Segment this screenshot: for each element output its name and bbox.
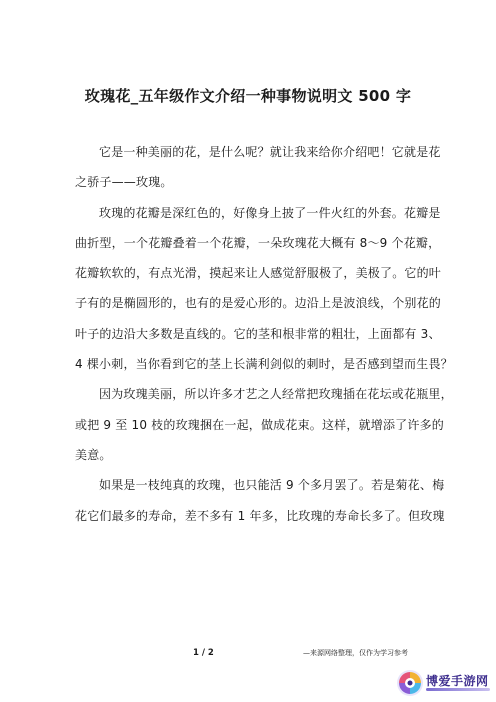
body-line: 4 棵小刺，当你看到它的茎上长满利剑似的刺时，是否感到望而生畏？ xyxy=(75,357,453,372)
source-note: —来源网络整理，仅作为学习参考 xyxy=(303,649,408,657)
document-body xyxy=(75,137,453,531)
body-line: 如果是一枝纯真的玫瑰，也只能活 9 个多月罢了。若是菊花、梅 xyxy=(99,478,445,493)
page-number: 1 / 2 xyxy=(193,648,214,658)
body-line: 曲折型，一个花瓣叠着一个花瓣，一朵玫瑰花大概有 8～9 个花瓣， xyxy=(75,235,441,250)
logo-text: 博爱手游网 xyxy=(426,674,489,688)
body-line: 美意。 xyxy=(75,447,112,462)
body-line: 子有的是椭圆形的，也有的是爱心形的。边沿上是波浪线，个别花的 xyxy=(75,296,442,311)
body-line: 叶子的边沿大多数是直线的。它的茎和根非常的粗壮，上面都有 3、 xyxy=(75,326,441,341)
body-line: 之骄子——玫瑰。 xyxy=(75,175,173,190)
body-line: 或把 9 至 10 枝的玫瑰捆在一起，做成花束。这样，就增添了许多的 xyxy=(75,417,444,432)
site-logo[interactable] xyxy=(392,665,496,702)
logo-icon xyxy=(396,669,424,697)
body-line: 花瓣软软的，有点光滑，摸起来让人感觉舒服极了，美极了。它的叶 xyxy=(75,266,442,281)
body-line: 因为玫瑰美丽，所以许多才艺之人经常把玫瑰插在花坛或花瓶里， xyxy=(99,387,453,402)
body-line: 玫瑰的花瓣是深红色的，好像身上披了一件火红的外套。花瓣是 xyxy=(99,205,441,220)
page-footer xyxy=(0,646,496,660)
body-line: 花它们最多的寿命，差不多有 1 年多，比玫瑰的寿命长多了。但玫瑰 xyxy=(75,508,445,523)
logo-underline xyxy=(426,688,490,691)
body-line: 它是一种美丽的花，是什么呢？就让我来给你介绍吧！它就是花 xyxy=(99,145,441,159)
document-title: 玫瑰花_五年级作文介绍一种事物说明文 500 字 xyxy=(84,87,412,105)
